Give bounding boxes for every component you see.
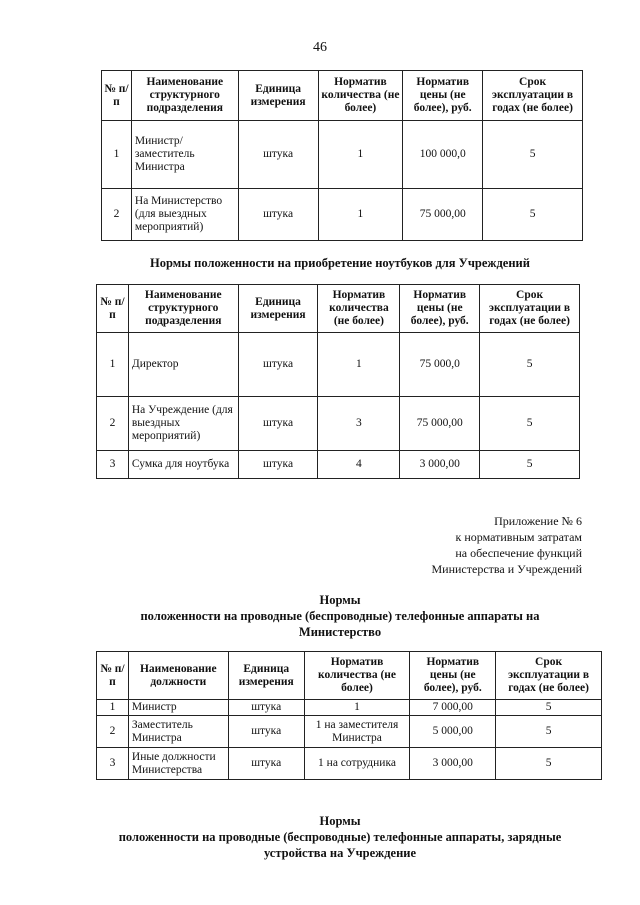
appendix-note xyxy=(431,513,582,577)
header-num: № п/п xyxy=(97,652,129,700)
cell-qty: 1 xyxy=(318,333,400,397)
header-structural-unit: Наименование структурного подразделения xyxy=(128,285,238,333)
cell-price: 3 000,00 xyxy=(400,451,480,479)
phones-institutions-heading xyxy=(70,813,610,861)
heading-line-1: Нормы xyxy=(319,814,361,828)
cell-num: 1 xyxy=(97,333,129,397)
header-unit: Единица измерения xyxy=(238,285,318,333)
cell-term: 5 xyxy=(480,397,580,451)
cell-name: Министр xyxy=(128,700,228,716)
cell-term: 5 xyxy=(496,716,602,748)
heading-line-3: Министерство xyxy=(298,625,382,639)
cell-qty: 1 xyxy=(318,189,403,241)
cell-qty: 3 xyxy=(318,397,400,451)
cell-name: Иные должности Министерства xyxy=(128,748,228,780)
phones-ministry-heading xyxy=(70,592,610,640)
cell-unit: штука xyxy=(238,189,318,241)
cell-qty: 1 xyxy=(318,121,403,189)
header-num: № п/п xyxy=(97,285,129,333)
laptops-ministry-table xyxy=(101,70,583,241)
header-structural-unit: Наименование структурного подразделения xyxy=(131,71,238,121)
appendix-line-2: к нормативным затратам xyxy=(455,530,582,544)
cell-num: 2 xyxy=(102,189,132,241)
cell-qty: 1 xyxy=(304,700,410,716)
cell-price: 75 000,00 xyxy=(403,189,483,241)
laptops-institutions-heading: Нормы положенности на приобретение ноутбуков для Учреждений xyxy=(150,256,530,270)
cell-name: На Учреждение (для выездных мероприятий) xyxy=(128,397,238,451)
table-row xyxy=(97,451,580,479)
cell-num: 3 xyxy=(97,748,129,780)
header-term: Срок эксплуатации в годах (не более) xyxy=(480,285,580,333)
heading-line-1: Нормы xyxy=(319,593,361,607)
cell-qty: 1 на заместителя Министра xyxy=(304,716,410,748)
table-row xyxy=(102,121,583,189)
table-row xyxy=(97,700,602,716)
cell-term: 5 xyxy=(480,333,580,397)
laptops-institutions-table xyxy=(96,284,580,479)
cell-unit: штука xyxy=(228,700,304,716)
cell-num: 2 xyxy=(97,397,129,451)
table-row xyxy=(97,397,580,451)
cell-qty: 1 на сотрудника xyxy=(304,748,410,780)
appendix-line-3: на обеспечение функций xyxy=(455,546,582,560)
table-header-row xyxy=(102,71,583,121)
header-price: Норматив цены (не более), руб. xyxy=(410,652,496,700)
cell-term: 5 xyxy=(496,748,602,780)
cell-unit: штука xyxy=(238,121,318,189)
cell-num: 1 xyxy=(102,121,132,189)
table-header-row xyxy=(97,652,602,700)
heading-line-2: положенности на проводные (беспроводные) телефонные аппараты, зарядные xyxy=(118,830,562,844)
cell-term: 5 xyxy=(483,121,583,189)
cell-price: 75 000,00 xyxy=(400,397,480,451)
header-term: Срок эксплуатации в годах (не более) xyxy=(496,652,602,700)
cell-name: Министр/ заместитель Министра xyxy=(131,121,238,189)
table-row xyxy=(102,189,583,241)
header-qty: Норматив количества (не более) xyxy=(318,71,403,121)
table-header-row xyxy=(97,285,580,333)
header-unit: Единица измерения xyxy=(238,71,318,121)
cell-unit: штука xyxy=(238,451,318,479)
cell-price: 5 000,00 xyxy=(410,716,496,748)
header-position: Наименование должности xyxy=(128,652,228,700)
cell-term: 5 xyxy=(496,700,602,716)
cell-name: На Министерство (для выездных мероприятий) xyxy=(131,189,238,241)
cell-unit: штука xyxy=(238,397,318,451)
header-price: Норматив цены (не более), руб. xyxy=(400,285,480,333)
cell-num: 1 xyxy=(97,700,129,716)
cell-num: 3 xyxy=(97,451,129,479)
heading-line-3: устройства на Учреждение xyxy=(263,846,417,860)
header-price: Норматив цены (не более), руб. xyxy=(403,71,483,121)
table-row xyxy=(97,748,602,780)
page-number: 46 xyxy=(313,40,327,55)
cell-unit: штука xyxy=(228,716,304,748)
phones-ministry-table xyxy=(96,651,602,780)
cell-price: 3 000,00 xyxy=(410,748,496,780)
cell-price: 75 000,0 xyxy=(400,333,480,397)
cell-term: 5 xyxy=(483,189,583,241)
cell-unit: штука xyxy=(228,748,304,780)
header-term: Срок эксплуатации в годах (не более) xyxy=(483,71,583,121)
cell-price: 7 000,00 xyxy=(410,700,496,716)
cell-num: 2 xyxy=(97,716,129,748)
table-row xyxy=(97,716,602,748)
heading-line-2: положенности на проводные (беспроводные) телефонные аппараты на xyxy=(140,609,540,623)
cell-name: Директор xyxy=(128,333,238,397)
cell-qty: 4 xyxy=(318,451,400,479)
appendix-line-4: Министерства и Учреждений xyxy=(431,562,582,576)
cell-term: 5 xyxy=(480,451,580,479)
header-num: № п/п xyxy=(102,71,132,121)
header-qty: Норматив количества (не более) xyxy=(304,652,410,700)
header-unit: Единица измерения xyxy=(228,652,304,700)
cell-unit: штука xyxy=(238,333,318,397)
cell-price: 100 000,0 xyxy=(403,121,483,189)
cell-name: Сумка для ноутбука xyxy=(128,451,238,479)
header-qty: Норматив количества (не более) xyxy=(318,285,400,333)
appendix-line-1: Приложение № 6 xyxy=(494,514,582,528)
cell-name: Заместитель Министра xyxy=(128,716,228,748)
table-row xyxy=(97,333,580,397)
